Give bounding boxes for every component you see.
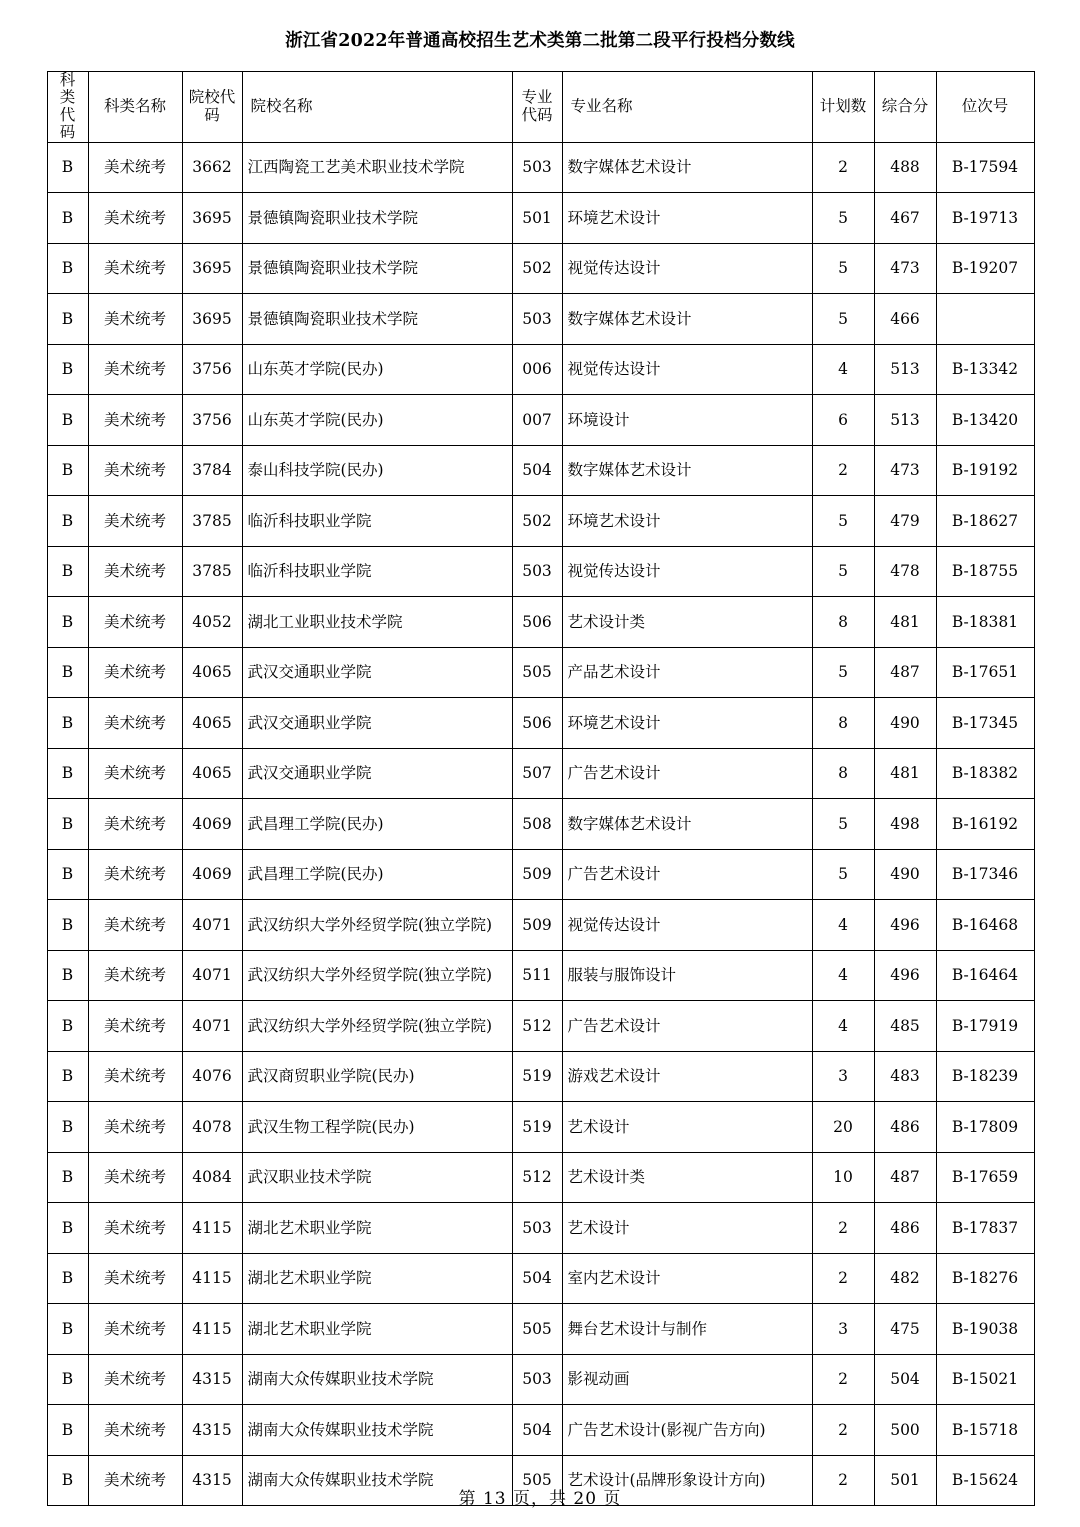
cell-subject-code: B	[47, 193, 88, 244]
column-header-school-name-text: 院校名称	[250, 97, 313, 116]
table-row	[47, 193, 1034, 244]
cell-subject-code: B	[47, 1304, 88, 1355]
cell-major-name: 视觉传达设计	[562, 243, 812, 294]
cell-subject-code: B	[47, 849, 88, 900]
cell-composite-score: 482	[874, 1253, 936, 1304]
cell-subject-code: B	[47, 142, 88, 193]
cell-composite-score: 486	[874, 1203, 936, 1254]
cell-subject-code: B	[47, 597, 88, 648]
cell-major-code: 501	[512, 193, 562, 244]
cell-composite-score: 504	[874, 1354, 936, 1405]
cell-subject-name: 美术统考	[88, 1001, 182, 1052]
table-row	[47, 1102, 1034, 1153]
cell-composite-score: 486	[874, 1102, 936, 1153]
cell-plan-count: 3	[812, 1304, 874, 1355]
cell-major-name: 艺术设计(品牌形象设计方向)	[562, 1455, 812, 1506]
cell-plan-count: 2	[812, 1405, 874, 1456]
cell-plan-count: 4	[812, 344, 874, 395]
cell-rank-number: B-16464	[936, 950, 1034, 1001]
cell-subject-name: 美术统考	[88, 1455, 182, 1506]
cell-school-code: 3756	[182, 395, 242, 446]
table-row	[47, 546, 1034, 597]
cell-major-name: 广告艺术设计	[562, 1001, 812, 1052]
cell-plan-count: 5	[812, 799, 874, 850]
cell-composite-score: 513	[874, 395, 936, 446]
cell-school-code: 3662	[182, 142, 242, 193]
cell-plan-count: 4	[812, 900, 874, 951]
cell-major-code: 503	[512, 142, 562, 193]
cell-subject-name: 美术统考	[88, 799, 182, 850]
cell-subject-code: B	[47, 799, 88, 850]
cell-plan-count: 8	[812, 748, 874, 799]
table-row	[47, 142, 1034, 193]
cell-school-name: 湖北工业职业技术学院	[242, 597, 512, 648]
cell-subject-code: B	[47, 1354, 88, 1405]
column-header-major-name-text: 专业名称	[570, 97, 633, 116]
table-row	[47, 597, 1034, 648]
cell-subject-code: B	[47, 546, 88, 597]
cell-school-code: 3695	[182, 193, 242, 244]
cell-major-code: 509	[512, 849, 562, 900]
cell-plan-count: 10	[812, 1152, 874, 1203]
cell-subject-code: B	[47, 445, 88, 496]
cell-school-code: 3785	[182, 546, 242, 597]
cell-major-code: 503	[512, 1203, 562, 1254]
cell-major-name: 视觉传达设计	[562, 546, 812, 597]
cell-major-code: 503	[512, 1354, 562, 1405]
cell-school-name: 湖南大众传媒职业技术学院	[242, 1354, 512, 1405]
cell-subject-name: 美术统考	[88, 344, 182, 395]
column-header-composite-score	[874, 71, 936, 142]
cell-school-code: 4115	[182, 1304, 242, 1355]
cell-subject-code: B	[47, 1203, 88, 1254]
cell-school-code: 4069	[182, 799, 242, 850]
cell-plan-count: 5	[812, 849, 874, 900]
table-row	[47, 1405, 1034, 1456]
cell-major-name: 艺术设计	[562, 1102, 812, 1153]
cell-composite-score: 513	[874, 344, 936, 395]
cell-major-code: 519	[512, 1102, 562, 1153]
cell-school-name: 临沂科技职业学院	[242, 546, 512, 597]
cell-school-name: 武汉职业技术学院	[242, 1152, 512, 1203]
cell-school-code: 4065	[182, 748, 242, 799]
cell-school-code: 4315	[182, 1455, 242, 1506]
cell-plan-count: 4	[812, 950, 874, 1001]
cell-subject-name: 美术统考	[88, 546, 182, 597]
cell-major-name: 环境艺术设计	[562, 193, 812, 244]
cell-major-name: 环境设计	[562, 395, 812, 446]
cell-major-code: 505	[512, 1304, 562, 1355]
cell-composite-score: 467	[874, 193, 936, 244]
cell-major-name: 服装与服饰设计	[562, 950, 812, 1001]
cell-school-code: 4069	[182, 849, 242, 900]
cell-school-name: 湖南大众传媒职业技术学院	[242, 1405, 512, 1456]
cell-rank-number: B-15718	[936, 1405, 1034, 1456]
cell-major-code: 511	[512, 950, 562, 1001]
cell-school-name: 湖北艺术职业学院	[242, 1304, 512, 1355]
cell-school-code: 3695	[182, 294, 242, 345]
cell-composite-score: 498	[874, 799, 936, 850]
cell-subject-name: 美术统考	[88, 748, 182, 799]
cell-plan-count: 2	[812, 1455, 874, 1506]
cell-plan-count: 6	[812, 395, 874, 446]
cell-major-name: 艺术设计类	[562, 597, 812, 648]
cell-major-name: 环境艺术设计	[562, 496, 812, 547]
cell-rank-number: B-15021	[936, 1354, 1034, 1405]
cell-plan-count: 2	[812, 1253, 874, 1304]
cell-rank-number: B-18627	[936, 496, 1034, 547]
cell-school-name: 湖北艺术职业学院	[242, 1253, 512, 1304]
cell-rank-number: B-17594	[936, 142, 1034, 193]
cell-major-code: 504	[512, 445, 562, 496]
cell-subject-code: B	[47, 748, 88, 799]
column-header-major-name	[562, 71, 812, 142]
cell-composite-score: 479	[874, 496, 936, 547]
cell-school-code: 3695	[182, 243, 242, 294]
cell-major-name: 影视动画	[562, 1354, 812, 1405]
cell-composite-score: 496	[874, 900, 936, 951]
cell-plan-count: 5	[812, 546, 874, 597]
table-row	[47, 799, 1034, 850]
cell-subject-code: B	[47, 294, 88, 345]
cell-composite-score: 473	[874, 243, 936, 294]
cell-school-name: 武汉交通职业学院	[242, 748, 512, 799]
cell-subject-code: B	[47, 344, 88, 395]
cell-subject-code: B	[47, 395, 88, 446]
column-header-school-name	[242, 71, 512, 142]
cell-plan-count: 2	[812, 142, 874, 193]
cell-composite-score: 485	[874, 1001, 936, 1052]
cell-rank-number: B-18381	[936, 597, 1034, 648]
cell-school-code: 4065	[182, 698, 242, 749]
cell-plan-count: 5	[812, 647, 874, 698]
table-row	[47, 849, 1034, 900]
cell-plan-count: 8	[812, 698, 874, 749]
cell-major-code: 506	[512, 698, 562, 749]
score-table	[47, 71, 1035, 1506]
cell-composite-score: 478	[874, 546, 936, 597]
cell-school-code: 4078	[182, 1102, 242, 1153]
cell-major-name: 视觉传达设计	[562, 900, 812, 951]
cell-subject-code: B	[47, 1455, 88, 1506]
cell-plan-count: 8	[812, 597, 874, 648]
table-row	[47, 1152, 1034, 1203]
cell-major-code: 504	[512, 1405, 562, 1456]
cell-school-code: 4315	[182, 1405, 242, 1456]
cell-school-name: 武汉商贸职业学院(民办)	[242, 1051, 512, 1102]
cell-subject-name: 美术统考	[88, 950, 182, 1001]
cell-composite-score: 501	[874, 1455, 936, 1506]
table-row	[47, 294, 1034, 345]
cell-subject-name: 美术统考	[88, 294, 182, 345]
cell-subject-name: 美术统考	[88, 597, 182, 648]
cell-school-name: 武汉交通职业学院	[242, 647, 512, 698]
cell-major-code: 502	[512, 496, 562, 547]
cell-composite-score: 483	[874, 1051, 936, 1102]
cell-school-code: 4071	[182, 950, 242, 1001]
cell-composite-score: 496	[874, 950, 936, 1001]
cell-composite-score: 490	[874, 849, 936, 900]
table-row	[47, 748, 1034, 799]
cell-rank-number	[936, 294, 1034, 345]
cell-major-name: 产品艺术设计	[562, 647, 812, 698]
cell-subject-code: B	[47, 950, 88, 1001]
cell-school-code: 4052	[182, 597, 242, 648]
cell-plan-count: 5	[812, 294, 874, 345]
cell-major-name: 游戏艺术设计	[562, 1051, 812, 1102]
cell-major-name: 环境艺术设计	[562, 698, 812, 749]
cell-rank-number: B-13420	[936, 395, 1034, 446]
cell-school-name: 景德镇陶瓷职业技术学院	[242, 243, 512, 294]
cell-school-name: 山东英才学院(民办)	[242, 395, 512, 446]
table-row	[47, 1203, 1034, 1254]
column-header-rank-number-text: 位次号	[961, 97, 1009, 116]
cell-plan-count: 5	[812, 496, 874, 547]
table-row	[47, 647, 1034, 698]
cell-plan-count: 4	[812, 1001, 874, 1052]
cell-composite-score: 481	[874, 597, 936, 648]
table-row	[47, 900, 1034, 951]
cell-major-name: 广告艺术设计(影视广告方向)	[562, 1405, 812, 1456]
cell-rank-number: B-19192	[936, 445, 1034, 496]
cell-major-code: 007	[512, 395, 562, 446]
cell-major-code: 507	[512, 748, 562, 799]
column-header-subject-code-text: 科类代码	[59, 70, 76, 141]
cell-major-code: 505	[512, 647, 562, 698]
cell-major-code: 503	[512, 546, 562, 597]
cell-major-name: 数字媒体艺术设计	[562, 799, 812, 850]
cell-rank-number: B-19207	[936, 243, 1034, 294]
cell-school-code: 3785	[182, 496, 242, 547]
cell-rank-number: B-18755	[936, 546, 1034, 597]
table-row	[47, 698, 1034, 749]
cell-subject-code: B	[47, 496, 88, 547]
cell-major-name: 舞台艺术设计与制作	[562, 1304, 812, 1355]
table-header	[47, 71, 1034, 142]
cell-major-name: 艺术设计	[562, 1203, 812, 1254]
cell-major-name: 数字媒体艺术设计	[562, 142, 812, 193]
column-header-school-code	[182, 71, 242, 142]
cell-subject-name: 美术统考	[88, 445, 182, 496]
cell-subject-name: 美术统考	[88, 193, 182, 244]
cell-subject-name: 美术统考	[88, 1051, 182, 1102]
cell-major-code: 508	[512, 799, 562, 850]
column-header-major-code	[512, 71, 562, 142]
cell-subject-code: B	[47, 900, 88, 951]
table-body	[47, 142, 1034, 1506]
cell-major-name: 艺术设计类	[562, 1152, 812, 1203]
cell-major-code: 505	[512, 1455, 562, 1506]
column-header-school-code-text: 院校代码	[188, 88, 236, 124]
table-row	[47, 243, 1034, 294]
cell-plan-count: 5	[812, 243, 874, 294]
cell-school-code: 3756	[182, 344, 242, 395]
cell-plan-count: 2	[812, 445, 874, 496]
column-header-composite-score-text: 综合分	[881, 97, 929, 116]
cell-subject-name: 美术统考	[88, 900, 182, 951]
cell-rank-number: B-13342	[936, 344, 1034, 395]
cell-rank-number: B-17346	[936, 849, 1034, 900]
cell-major-name: 室内艺术设计	[562, 1253, 812, 1304]
cell-school-name: 临沂科技职业学院	[242, 496, 512, 547]
table-row	[47, 1253, 1034, 1304]
cell-major-code: 512	[512, 1001, 562, 1052]
cell-subject-code: B	[47, 1253, 88, 1304]
column-header-major-code-text: 专业代码	[521, 88, 553, 124]
cell-school-code: 4076	[182, 1051, 242, 1102]
cell-rank-number: B-18276	[936, 1253, 1034, 1304]
cell-subject-name: 美术统考	[88, 142, 182, 193]
cell-school-name: 武昌理工学院(民办)	[242, 849, 512, 900]
cell-composite-score: 481	[874, 748, 936, 799]
cell-rank-number: B-15624	[936, 1455, 1034, 1506]
cell-school-name: 武汉生物工程学院(民办)	[242, 1102, 512, 1153]
cell-composite-score: 487	[874, 647, 936, 698]
cell-composite-score: 473	[874, 445, 936, 496]
cell-composite-score: 475	[874, 1304, 936, 1355]
cell-rank-number: B-16468	[936, 900, 1034, 951]
cell-school-code: 4071	[182, 900, 242, 951]
cell-major-code: 509	[512, 900, 562, 951]
cell-subject-name: 美术统考	[88, 395, 182, 446]
column-header-plan-count	[812, 71, 874, 142]
cell-school-name: 武汉纺织大学外经贸学院(独立学院)	[242, 1001, 512, 1052]
cell-major-code: 504	[512, 1253, 562, 1304]
cell-subject-name: 美术统考	[88, 496, 182, 547]
cell-rank-number: B-17919	[936, 1001, 1034, 1052]
cell-school-code: 4065	[182, 647, 242, 698]
cell-composite-score: 488	[874, 142, 936, 193]
cell-school-name: 景德镇陶瓷职业技术学院	[242, 294, 512, 345]
cell-major-name: 数字媒体艺术设计	[562, 445, 812, 496]
cell-rank-number: B-18239	[936, 1051, 1034, 1102]
cell-subject-name: 美术统考	[88, 1354, 182, 1405]
cell-major-code: 503	[512, 294, 562, 345]
cell-school-name: 山东英才学院(民办)	[242, 344, 512, 395]
cell-major-name: 广告艺术设计	[562, 748, 812, 799]
table-row	[47, 1354, 1034, 1405]
cell-major-code: 512	[512, 1152, 562, 1203]
cell-plan-count: 2	[812, 1354, 874, 1405]
cell-school-code: 3784	[182, 445, 242, 496]
cell-subject-code: B	[47, 243, 88, 294]
cell-school-name: 泰山科技学院(民办)	[242, 445, 512, 496]
cell-subject-name: 美术统考	[88, 698, 182, 749]
cell-school-code: 4071	[182, 1001, 242, 1052]
table-row	[47, 1304, 1034, 1355]
cell-school-name: 景德镇陶瓷职业技术学院	[242, 193, 512, 244]
table-row	[47, 395, 1034, 446]
cell-subject-code: B	[47, 1051, 88, 1102]
cell-school-name: 武昌理工学院(民办)	[242, 799, 512, 850]
cell-composite-score: 466	[874, 294, 936, 345]
table-row	[47, 1001, 1034, 1052]
cell-subject-name: 美术统考	[88, 1304, 182, 1355]
cell-plan-count: 3	[812, 1051, 874, 1102]
cell-major-code: 506	[512, 597, 562, 648]
column-header-subject-code	[47, 71, 88, 142]
cell-major-code: 519	[512, 1051, 562, 1102]
cell-subject-name: 美术统考	[88, 1102, 182, 1153]
cell-school-name: 江西陶瓷工艺美术职业技术学院	[242, 142, 512, 193]
cell-rank-number: B-18382	[936, 748, 1034, 799]
cell-subject-name: 美术统考	[88, 243, 182, 294]
cell-school-name: 湖北艺术职业学院	[242, 1203, 512, 1254]
table-row	[47, 445, 1034, 496]
cell-composite-score: 487	[874, 1152, 936, 1203]
column-header-subject-name	[88, 71, 182, 142]
cell-subject-code: B	[47, 1152, 88, 1203]
header-row	[47, 71, 1034, 142]
cell-school-name: 武汉交通职业学院	[242, 698, 512, 749]
cell-rank-number: B-19038	[936, 1304, 1034, 1355]
cell-major-code: 006	[512, 344, 562, 395]
cell-school-name: 武汉纺织大学外经贸学院(独立学院)	[242, 900, 512, 951]
cell-plan-count: 2	[812, 1203, 874, 1254]
cell-subject-name: 美术统考	[88, 647, 182, 698]
cell-subject-name: 美术统考	[88, 1152, 182, 1203]
table-row	[47, 344, 1034, 395]
cell-subject-code: B	[47, 1001, 88, 1052]
score-table-container	[47, 71, 1034, 1506]
cell-school-code: 4115	[182, 1203, 242, 1254]
cell-subject-code: B	[47, 1102, 88, 1153]
cell-rank-number: B-16192	[936, 799, 1034, 850]
cell-subject-name: 美术统考	[88, 849, 182, 900]
column-header-rank-number	[936, 71, 1034, 142]
cell-composite-score: 500	[874, 1405, 936, 1456]
column-header-plan-count-text: 计划数	[819, 97, 867, 116]
cell-subject-name: 美术统考	[88, 1405, 182, 1456]
cell-school-name: 湖南大众传媒职业技术学院	[242, 1455, 512, 1506]
cell-rank-number: B-19713	[936, 193, 1034, 244]
cell-plan-count: 20	[812, 1102, 874, 1153]
cell-composite-score: 490	[874, 698, 936, 749]
cell-rank-number: B-17837	[936, 1203, 1034, 1254]
cell-major-name: 数字媒体艺术设计	[562, 294, 812, 345]
cell-school-name: 武汉纺织大学外经贸学院(独立学院)	[242, 950, 512, 1001]
table-row	[47, 496, 1034, 547]
cell-school-code: 4084	[182, 1152, 242, 1203]
cell-subject-name: 美术统考	[88, 1203, 182, 1254]
cell-subject-code: B	[47, 647, 88, 698]
cell-school-code: 4115	[182, 1253, 242, 1304]
page-footer: 第 13 页，共 20 页	[458, 1489, 622, 1509]
cell-major-name: 视觉传达设计	[562, 344, 812, 395]
cell-rank-number: B-17651	[936, 647, 1034, 698]
table-row	[47, 950, 1034, 1001]
cell-subject-name: 美术统考	[88, 1253, 182, 1304]
cell-subject-code: B	[47, 1405, 88, 1456]
cell-rank-number: B-17809	[936, 1102, 1034, 1153]
cell-subject-code: B	[47, 698, 88, 749]
cell-major-name: 广告艺术设计	[562, 849, 812, 900]
cell-rank-number: B-17345	[936, 698, 1034, 749]
table-row	[47, 1051, 1034, 1102]
page-title: 浙江省2022年普通高校招生艺术类第二批第二段平行投档分数线	[285, 31, 795, 51]
cell-plan-count: 5	[812, 193, 874, 244]
cell-school-code: 4315	[182, 1354, 242, 1405]
cell-major-code: 502	[512, 243, 562, 294]
cell-rank-number: B-17659	[936, 1152, 1034, 1203]
column-header-subject-name-text: 科类名称	[103, 97, 166, 116]
